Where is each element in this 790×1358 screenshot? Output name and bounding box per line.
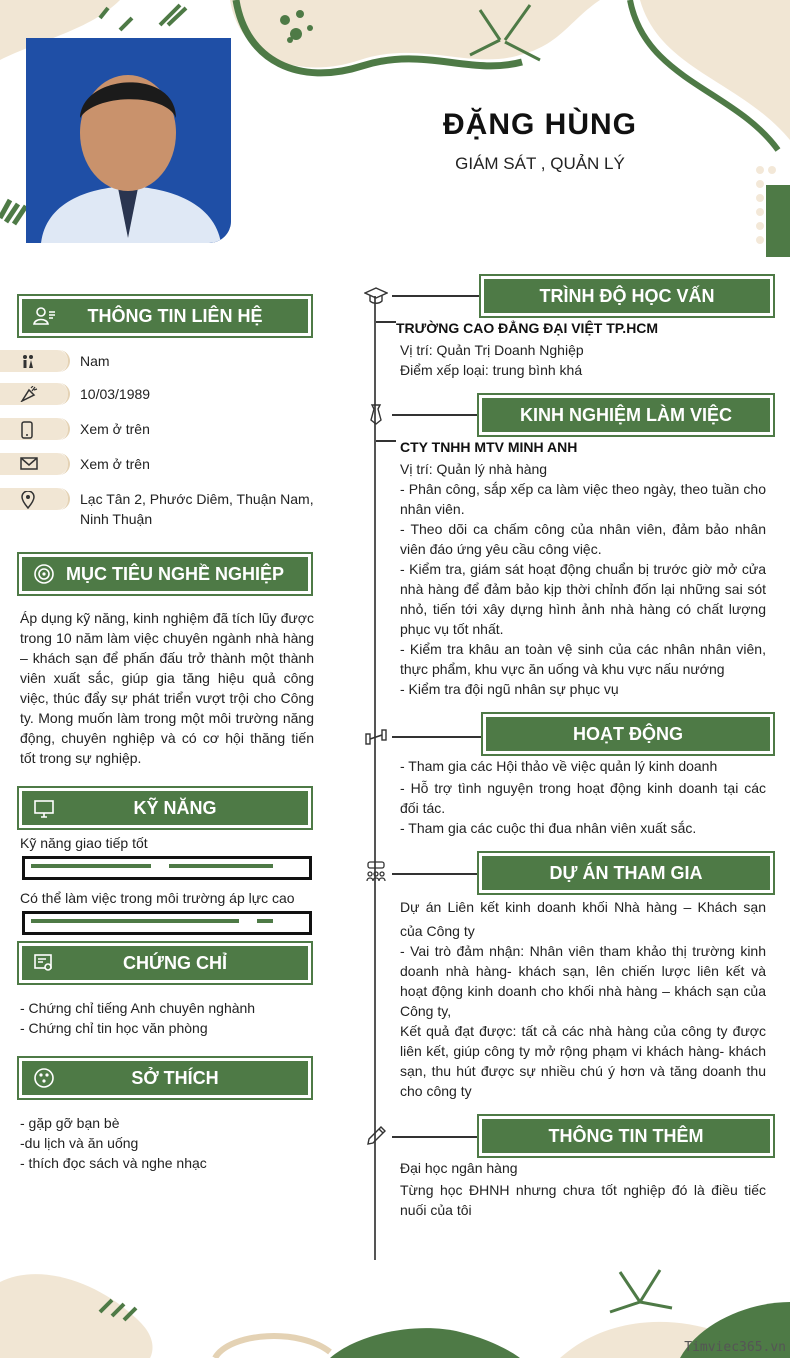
contact-email: Xem ở trên bbox=[80, 456, 150, 472]
pencil-icon bbox=[364, 1124, 388, 1148]
candidate-name: ĐẶNG HÙNG bbox=[443, 108, 637, 141]
experience-position: Vị trí: Quản lý nhà hàng bbox=[400, 461, 548, 477]
hobby-item: - gặp gỡ bạn bè bbox=[20, 1115, 120, 1131]
skill-bar bbox=[22, 856, 312, 880]
gender-icon bbox=[0, 350, 68, 372]
experience-heading: KINH NGHIỆM LÀM VIỆC bbox=[482, 398, 770, 432]
project-role: - Vai trò đảm nhận: Nhân viên tham khảo thị trường kinh doanh nhà hàng- khách sạn, lên chiến lược liên kết và hoạt động kinh doanh cho khối nhà hàng – khách sạn của Công ty, bbox=[400, 943, 766, 1019]
experience-company: CTY TNHH MTV MINH ANH bbox=[400, 439, 578, 455]
connector-line bbox=[392, 414, 482, 416]
project-result: Kết quả đạt được: tất cả các nhà hàng của công ty được liên kết, giúp công ty mở rộng phạm vi khách hàng- khách sạn, thu hút được sự nhiều chú ý hơn và tăng doanh thu cho công ty bbox=[400, 1023, 766, 1099]
activity-item: - Tham gia các Hội thảo về việc quản lý kinh doanh bbox=[400, 758, 718, 774]
connector-line bbox=[376, 321, 396, 323]
contact-gender: Nam bbox=[80, 353, 110, 369]
tie-icon bbox=[364, 402, 388, 426]
extra-heading: THÔNG TIN THÊM bbox=[482, 1119, 770, 1153]
certificate-item: - Chứng chỉ tin học văn phòng bbox=[20, 1020, 208, 1036]
skill-bar bbox=[22, 911, 312, 935]
projects-heading: DỰ ÁN THAM GIA bbox=[482, 856, 770, 890]
activity-item: - Tham gia các cuộc thi đua nhân viên xuất sắc. bbox=[400, 820, 697, 836]
hobby-item: - thích đọc sách và nghe nhạc bbox=[20, 1155, 207, 1171]
contact-phone: Xem ở trên bbox=[80, 421, 150, 437]
person-silhouette-icon bbox=[26, 38, 231, 243]
dumbbell-icon bbox=[364, 725, 388, 749]
hobbies-heading: SỞ THÍCH bbox=[22, 1061, 308, 1095]
contact-birthday: 10/03/1989 bbox=[80, 386, 151, 402]
birthday-icon bbox=[0, 383, 68, 405]
project-title: Dự án Liên kết kinh doanh khối Nhà hàng – Khách sạn của Công ty bbox=[400, 899, 766, 939]
location-icon bbox=[0, 488, 68, 510]
team-icon bbox=[364, 861, 388, 885]
connector-line bbox=[392, 873, 482, 875]
hobby-icon bbox=[32, 1066, 56, 1090]
skills-heading: KỸ NĂNG bbox=[22, 791, 308, 825]
certificate-item: - Chứng chỉ tiếng Anh chuyên nghành bbox=[20, 1000, 256, 1016]
education-school: TRƯỜNG CAO ĐẲNG ĐẠI VIỆT TP.HCM bbox=[396, 320, 659, 336]
experience-duty: - Phân công, sắp xếp ca làm việc theo ngày, theo tuần cho nhân viên. bbox=[400, 481, 766, 517]
education-heading: TRÌNH ĐỘ HỌC VẤN bbox=[484, 279, 770, 313]
target-icon bbox=[32, 562, 56, 586]
connector-line bbox=[392, 1136, 482, 1138]
email-icon bbox=[0, 453, 68, 475]
connector-line bbox=[392, 295, 484, 297]
experience-duty: - Kiểm tra, giám sát hoạt động chuẩn bị trước giờ mở cửa nhà hàng để đảm bảo kịp thời chỉnh đốn lại những sai sót nhỏ, tiến tới xây dựng hình ảnh nhà hàng có chất lượng phục vụ tốt nhất. bbox=[400, 561, 766, 637]
education-line: Vị trí: Quản Trị Doanh Nghiệp bbox=[400, 342, 584, 358]
hobby-item: -du lịch và ăn uống bbox=[20, 1135, 139, 1151]
activity-item: - Hỗ trợ tình nguyện trong hoạt động kinh doanh tại các đối tác. bbox=[400, 780, 766, 816]
candidate-title: GIÁM SÁT , QUẢN LÝ bbox=[455, 154, 625, 173]
experience-duty: - Kiểm tra khâu an toàn vệ sinh của các nhân nhân viên, thực phẩm, khu vực ăn uống và khu vực nấu nướng bbox=[400, 641, 766, 677]
contact-heading: THÔNG TIN LIÊN HỆ bbox=[22, 299, 308, 333]
objective-text: Áp dụng kỹ năng, kinh nghiệm đã tích lũy được trong 10 năm làm việc chuyên ngành nhà hàng – khách sạn để phấn đấu trở thành một thành viên xuất sắc, giúp gia tăng hiệu quả công việc, thúc đẩy sự phát triển vượt trội cho Công ty. Mong muốn làm trong một môi trường năng động, chuyên nghiệp và có cơ hội thăng tiến tốt trong sự nghiệp. bbox=[20, 610, 314, 766]
monitor-icon bbox=[32, 796, 56, 820]
education-line: Điểm xếp loại: trung bình khá bbox=[400, 362, 583, 378]
certificate-icon bbox=[32, 951, 56, 975]
watermark: Timviec365.vn bbox=[684, 1340, 786, 1355]
skill-name: Kỹ năng giao tiếp tốt bbox=[20, 835, 148, 851]
skill-bar-fill bbox=[31, 864, 151, 868]
contact-address: Lạc Tân 2, Phước Diêm, Thuận Nam, Ninh Thuận bbox=[80, 491, 314, 527]
user-card-icon bbox=[32, 304, 56, 328]
skill-bar-fill bbox=[169, 864, 273, 868]
connector-line bbox=[392, 736, 486, 738]
profile-photo bbox=[26, 38, 231, 243]
skill-bar-fill bbox=[257, 919, 273, 923]
skill-name: Có thể làm việc trong môi trường áp lực cao bbox=[20, 890, 295, 906]
objective-heading: MỤC TIÊU NGHỀ NGHIỆP bbox=[22, 557, 308, 591]
graduation-cap-icon bbox=[364, 284, 388, 308]
experience-duty: - Theo dõi ca chấm công của nhân viên, đảm bảo nhân viên đáo ứng yêu cầu công việc. bbox=[400, 521, 766, 557]
decor-bottom bbox=[0, 1262, 790, 1358]
connector-line bbox=[376, 440, 396, 442]
experience-duty: - Kiểm tra đội ngũ nhân sự phục vụ bbox=[400, 681, 619, 697]
extra-line: Từng học ĐHNH nhưng chưa tốt nghiệp đó là điều tiếc nuối của tôi bbox=[400, 1182, 766, 1218]
extra-line: Đại học ngân hàng bbox=[400, 1160, 518, 1176]
activities-heading: HOẠT ĐỘNG bbox=[486, 717, 770, 751]
certificates-heading: CHỨNG CHỈ bbox=[22, 946, 308, 980]
phone-icon bbox=[0, 418, 68, 440]
skill-bar-fill bbox=[31, 919, 239, 923]
